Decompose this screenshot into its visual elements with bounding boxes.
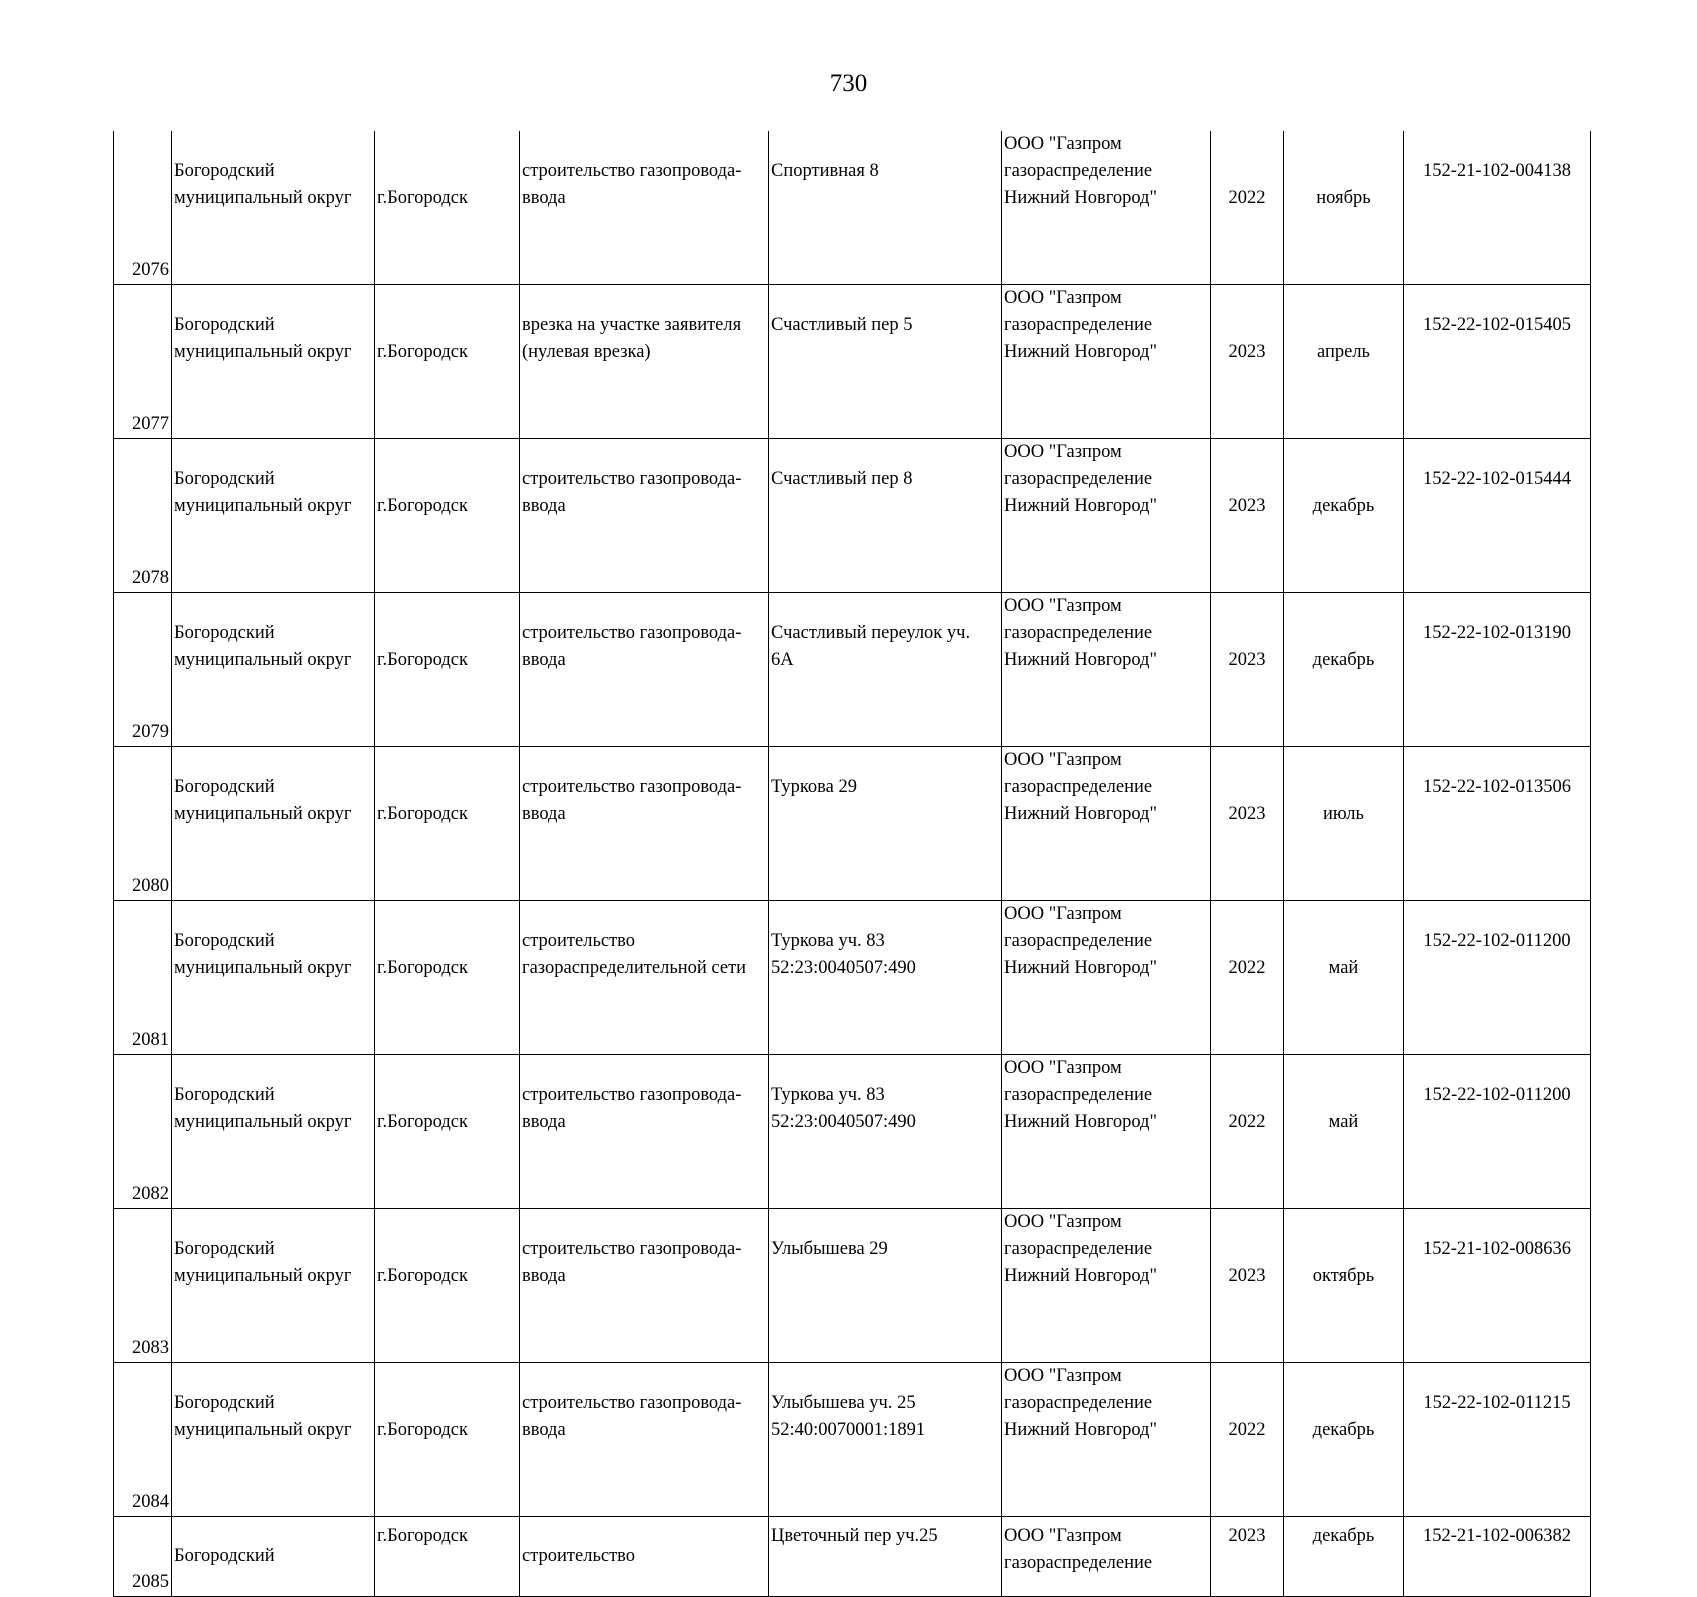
month-cell-text: апрель — [1317, 342, 1370, 362]
organization-cell — [1002, 439, 1211, 593]
organization-cell — [1002, 1517, 1211, 1597]
row-number-text: 2079 — [132, 722, 169, 742]
row-number-text: 2077 — [132, 414, 169, 434]
table-row — [114, 1055, 1591, 1209]
year-cell — [1211, 747, 1284, 901]
work-type-cell-text: строительство газопровода- ввода — [522, 1393, 742, 1440]
table-body — [114, 131, 1591, 1597]
year-cell-text: 2023 — [1228, 342, 1266, 362]
row-number — [114, 439, 172, 593]
organization-cell-text: ООО "Газпром газораспределение Нижний Новгород" — [1004, 1212, 1158, 1286]
year-cell — [1211, 901, 1284, 1055]
district-cell-text: Богородский — [174, 1546, 275, 1566]
address-cell — [769, 439, 1002, 593]
row-number-text: 2081 — [132, 1030, 169, 1050]
work-type-cell-text: строительство газораспределительной сети — [522, 931, 747, 978]
row-number-text: 2082 — [132, 1184, 169, 1204]
year-cell — [1211, 1055, 1284, 1209]
month-cell — [1284, 1517, 1404, 1597]
work-type-cell — [520, 1517, 769, 1597]
district-cell — [172, 1209, 375, 1363]
district-cell-text: Богородский муниципальный округ — [174, 931, 352, 978]
row-number-text: 2076 — [132, 260, 169, 280]
organization-cell — [1002, 901, 1211, 1055]
registration-number-cell — [1404, 1055, 1591, 1209]
address-cell-text: Счастливый переулок уч. 6А — [771, 623, 971, 670]
row-number — [114, 901, 172, 1055]
work-type-cell — [520, 439, 769, 593]
registration-number-cell-text: 152-22-102-011200 — [1423, 1085, 1571, 1105]
district-cell-text: Богородский муниципальный округ — [174, 469, 352, 516]
work-type-cell — [520, 593, 769, 747]
year-cell — [1211, 439, 1284, 593]
year-cell — [1211, 285, 1284, 439]
district-cell — [172, 1517, 375, 1597]
month-cell-text: октябрь — [1312, 1266, 1375, 1286]
month-cell — [1284, 1055, 1404, 1209]
work-type-cell — [520, 901, 769, 1055]
address-cell — [769, 131, 1002, 285]
address-cell — [769, 1363, 1002, 1517]
year-cell-text: 2023 — [1228, 1526, 1266, 1546]
table-row — [114, 439, 1591, 593]
page-number: 730 — [829, 70, 868, 97]
district-cell — [172, 747, 375, 901]
registration-number-cell-text: 152-21-102-008636 — [1423, 1239, 1571, 1259]
month-cell-text: июль — [1323, 804, 1364, 824]
month-cell — [1284, 1209, 1404, 1363]
month-cell-text: декабрь — [1312, 1526, 1375, 1546]
year-cell-text: 2023 — [1228, 804, 1266, 824]
organization-cell-text: ООО "Газпром газораспределение — [1004, 1526, 1153, 1573]
row-number-text: 2083 — [132, 1338, 169, 1358]
table-row — [114, 1517, 1591, 1597]
address-cell — [769, 593, 1002, 747]
address-cell-text: Туркова 29 — [771, 777, 858, 797]
table-row — [114, 901, 1591, 1055]
address-cell-text: Счастливый пер 8 — [771, 469, 913, 489]
month-cell-text: май — [1328, 1112, 1359, 1132]
registration-number-cell-text: 152-22-102-013506 — [1423, 777, 1571, 797]
district-cell-text: Богородский муниципальный округ — [174, 1393, 352, 1440]
month-cell-text: май — [1328, 958, 1359, 978]
locality-cell — [375, 1209, 520, 1363]
row-number — [114, 1517, 172, 1597]
district-cell-text: Богородский муниципальный округ — [174, 777, 352, 824]
registration-number-cell-text: 152-22-102-011200 — [1423, 931, 1571, 951]
table-row — [114, 1209, 1591, 1363]
month-cell — [1284, 901, 1404, 1055]
organization-cell-text: ООО "Газпром газораспределение Нижний Новгород" — [1004, 134, 1158, 208]
locality-cell-text: г.Богородск — [377, 650, 468, 670]
work-type-cell — [520, 747, 769, 901]
organization-cell-text: ООО "Газпром газораспределение Нижний Новгород" — [1004, 1366, 1158, 1440]
work-type-cell-text: строительство газопровода- ввода — [522, 777, 742, 824]
registration-number-cell — [1404, 747, 1591, 901]
district-cell — [172, 593, 375, 747]
registration-number-cell — [1404, 1363, 1591, 1517]
year-cell — [1211, 593, 1284, 747]
row-number — [114, 747, 172, 901]
work-type-cell-text: строительство газопровода- ввода — [522, 469, 742, 516]
year-cell-text: 2023 — [1228, 496, 1266, 516]
month-cell-text: декабрь — [1312, 650, 1375, 670]
year-cell-text: 2023 — [1228, 650, 1266, 670]
registration-number-cell — [1404, 1209, 1591, 1363]
locality-cell-text: г.Богородск — [377, 342, 468, 362]
address-cell-text: Цветочный пер уч.25 — [771, 1526, 938, 1546]
work-type-cell — [520, 285, 769, 439]
work-type-cell — [520, 1209, 769, 1363]
locality-cell-text: г.Богородск — [377, 958, 468, 978]
address-cell-text: Улыбышева уч. 25 52:40:0070001:1891 — [771, 1393, 926, 1440]
organization-cell — [1002, 1055, 1211, 1209]
row-number-text: 2078 — [132, 568, 169, 588]
month-cell-text: декабрь — [1312, 496, 1375, 516]
table-row — [114, 747, 1591, 901]
row-number — [114, 1209, 172, 1363]
locality-cell-text: г.Богородск — [377, 1266, 468, 1286]
address-cell-text: Счастливый пер 5 — [771, 315, 913, 335]
work-type-cell — [520, 1055, 769, 1209]
table-row — [114, 131, 1591, 285]
row-number — [114, 1363, 172, 1517]
address-cell — [769, 747, 1002, 901]
registration-number-cell — [1404, 1517, 1591, 1597]
work-type-cell-text: строительство газопровода- ввода — [522, 161, 742, 208]
address-cell-text: Улыбышева 29 — [771, 1239, 888, 1259]
registration-number-cell-text: 152-21-102-004138 — [1423, 161, 1571, 181]
year-cell-text: 2023 — [1228, 1266, 1266, 1286]
registration-number-cell — [1404, 131, 1591, 285]
work-type-cell — [520, 1363, 769, 1517]
registration-number-cell-text: 152-22-102-015444 — [1423, 469, 1571, 489]
district-cell — [172, 439, 375, 593]
row-number — [114, 131, 172, 285]
locality-cell — [375, 131, 520, 285]
organization-cell — [1002, 593, 1211, 747]
organization-cell-text: ООО "Газпром газораспределение Нижний Новгород" — [1004, 750, 1158, 824]
registration-number-cell-text: 152-22-102-013190 — [1423, 623, 1571, 643]
address-cell — [769, 1055, 1002, 1209]
row-number-text: 2085 — [132, 1572, 169, 1592]
row-number — [114, 1055, 172, 1209]
year-cell-text: 2022 — [1228, 1420, 1266, 1440]
work-type-cell-text: врезка на участке заявителя (нулевая врезка) — [522, 315, 742, 362]
year-cell — [1211, 131, 1284, 285]
address-cell — [769, 1209, 1002, 1363]
month-cell — [1284, 1363, 1404, 1517]
organization-cell — [1002, 285, 1211, 439]
locality-cell — [375, 1055, 520, 1209]
registration-number-cell — [1404, 285, 1591, 439]
locality-cell-text: г.Богородск — [377, 1526, 468, 1546]
locality-cell — [375, 439, 520, 593]
year-cell — [1211, 1517, 1284, 1597]
address-cell — [769, 1517, 1002, 1597]
address-cell — [769, 285, 1002, 439]
work-type-cell-text: строительство газопровода- ввода — [522, 1085, 742, 1132]
district-cell — [172, 1055, 375, 1209]
locality-cell-text: г.Богородск — [377, 804, 468, 824]
row-number — [114, 285, 172, 439]
organization-cell — [1002, 131, 1211, 285]
district-cell — [172, 285, 375, 439]
organization-cell-text: ООО "Газпром газораспределение Нижний Новгород" — [1004, 904, 1158, 978]
month-cell — [1284, 747, 1404, 901]
organization-cell — [1002, 1209, 1211, 1363]
locality-cell — [375, 1517, 520, 1597]
row-number-text: 2084 — [132, 1492, 169, 1512]
organization-cell-text: ООО "Газпром газораспределение Нижний Новгород" — [1004, 1058, 1158, 1132]
address-cell-text: Спортивная 8 — [771, 161, 879, 181]
locality-cell — [375, 593, 520, 747]
address-cell — [769, 901, 1002, 1055]
locality-cell-text: г.Богородск — [377, 496, 468, 516]
organization-cell-text: ООО "Газпром газораспределение Нижний Новгород" — [1004, 288, 1158, 362]
year-cell-text: 2022 — [1228, 188, 1266, 208]
locality-cell-text: г.Богородск — [377, 1112, 468, 1132]
month-cell — [1284, 439, 1404, 593]
locality-cell — [375, 285, 520, 439]
row-number — [114, 593, 172, 747]
month-cell — [1284, 593, 1404, 747]
registration-number-cell-text: 152-22-102-015405 — [1423, 315, 1571, 335]
work-type-cell-text: строительство газопровода- ввода — [522, 1239, 742, 1286]
table-row — [114, 1363, 1591, 1517]
organization-cell — [1002, 1363, 1211, 1517]
registration-number-cell-text: 152-21-102-006382 — [1423, 1526, 1571, 1546]
address-cell-text: Туркова уч. 83 52:23:0040507:490 — [771, 931, 916, 978]
district-cell — [172, 131, 375, 285]
district-cell-text: Богородский муниципальный округ — [174, 161, 352, 208]
organization-cell-text: ООО "Газпром газораспределение Нижний Новгород" — [1004, 442, 1158, 516]
locality-cell-text: г.Богородск — [377, 1420, 468, 1440]
locality-cell — [375, 1363, 520, 1517]
month-cell-text: ноябрь — [1316, 188, 1371, 208]
table-row — [114, 285, 1591, 439]
locality-cell — [375, 747, 520, 901]
work-type-cell-text: строительство газопровода- ввода — [522, 623, 742, 670]
district-cell-text: Богородский муниципальный округ — [174, 1239, 352, 1286]
district-cell-text: Богородский муниципальный округ — [174, 315, 352, 362]
district-cell-text: Богородский муниципальный округ — [174, 623, 352, 670]
month-cell-text: декабрь — [1312, 1420, 1375, 1440]
organization-cell-text: ООО "Газпром газораспределение Нижний Новгород" — [1004, 596, 1158, 670]
locality-cell-text: г.Богородск — [377, 188, 468, 208]
table-row — [114, 593, 1591, 747]
organization-cell — [1002, 747, 1211, 901]
district-cell-text: Богородский муниципальный округ — [174, 1085, 352, 1132]
work-type-cell-text: строительство — [522, 1546, 636, 1566]
register-table — [113, 131, 1591, 1597]
district-cell — [172, 901, 375, 1055]
address-cell-text: Туркова уч. 83 52:23:0040507:490 — [771, 1085, 916, 1132]
district-cell — [172, 1363, 375, 1517]
year-cell-text: 2022 — [1228, 958, 1266, 978]
year-cell — [1211, 1363, 1284, 1517]
registration-number-cell — [1404, 439, 1591, 593]
year-cell — [1211, 1209, 1284, 1363]
row-number-text: 2080 — [132, 876, 169, 896]
registration-number-cell — [1404, 901, 1591, 1055]
month-cell — [1284, 131, 1404, 285]
registration-number-cell-text: 152-22-102-011215 — [1423, 1393, 1571, 1413]
month-cell — [1284, 285, 1404, 439]
work-type-cell — [520, 131, 769, 285]
year-cell-text: 2022 — [1228, 1112, 1266, 1132]
locality-cell — [375, 901, 520, 1055]
registration-number-cell — [1404, 593, 1591, 747]
